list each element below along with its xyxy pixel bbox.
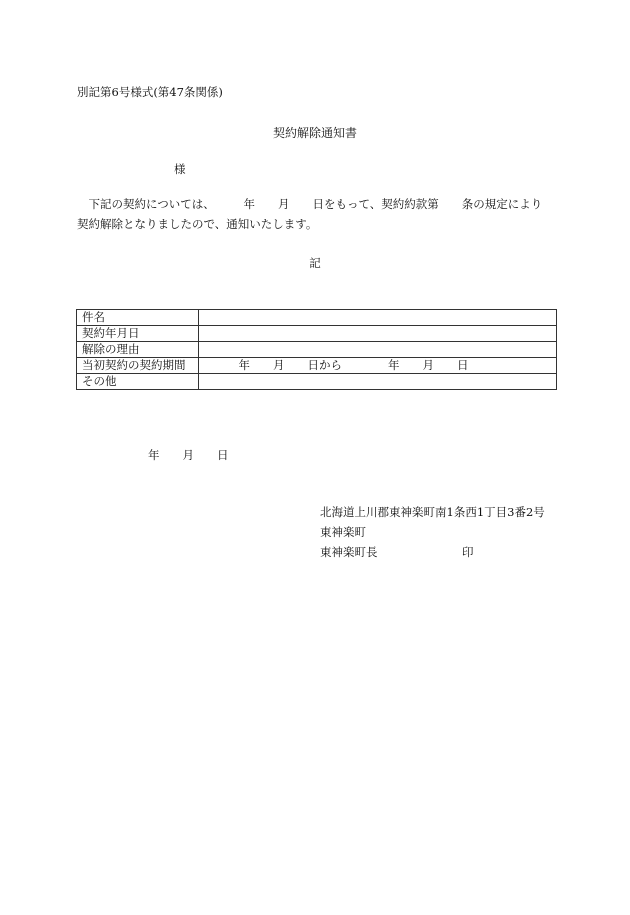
issuer-mayor-title: 東神楽町長: [320, 545, 378, 559]
issuer-signature-line: [320, 545, 474, 559]
document-title: 契約解除通知書: [272, 126, 357, 140]
issuer-address: 北海道上川郡東神楽町南1条西1丁目3番2号: [320, 505, 545, 519]
issue-date-line: 年 月 日: [148, 448, 229, 462]
row-label-contract-period: 当初契約の契約期間: [77, 358, 199, 374]
table-row-contract-period: [77, 358, 557, 374]
table-row-other: [77, 374, 557, 390]
form-id: 別記第6号様式(第47条関係): [77, 85, 223, 99]
row-value-contract-period: 年 月 日から 年 月 日: [199, 358, 557, 374]
table-row-termination-reason: [77, 342, 557, 358]
row-label-other: その他: [77, 374, 199, 390]
row-label-contract-date: 契約年月日: [77, 326, 199, 342]
row-value-termination-reason: [199, 342, 557, 358]
seal-mark: 印: [462, 545, 474, 559]
row-value-subject: [199, 310, 557, 326]
addressee-suffix: 様: [174, 162, 186, 176]
body-text-line-2: 契約解除となりましたので、通知いたします。: [77, 217, 318, 231]
row-value-contract-date: [199, 326, 557, 342]
row-value-other: [199, 374, 557, 390]
contract-info-table: [76, 309, 557, 390]
row-label-subject: 件名: [77, 310, 199, 326]
issuer-organization: 東神楽町: [320, 525, 366, 539]
ki-heading: 記: [309, 256, 321, 270]
table-row-contract-date: [77, 326, 557, 342]
body-text-line-1: 下記の契約については、 年 月 日をもって、契約約款第 条の規定により: [77, 197, 543, 211]
row-label-termination-reason: 解除の理由: [77, 342, 199, 358]
table-row-subject: [77, 310, 557, 326]
